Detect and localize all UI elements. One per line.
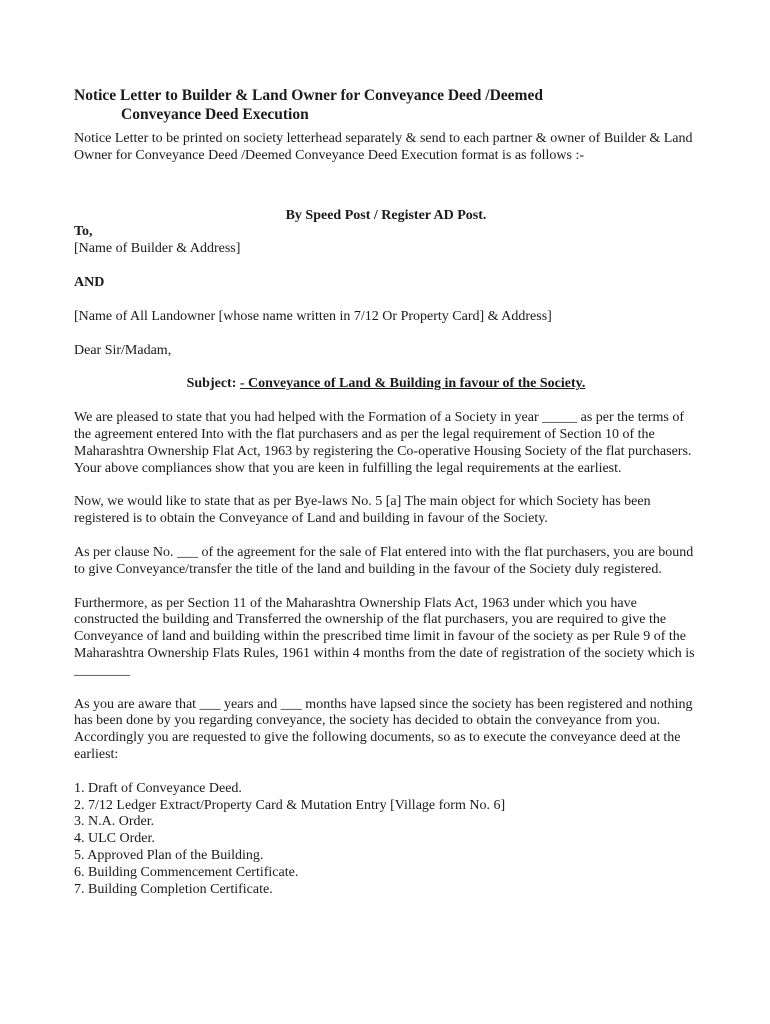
list-item: 6. Building Commencement Certificate. <box>74 864 299 880</box>
list-item: 4. ULC Order. <box>74 831 155 847</box>
paragraph-clause: As per clause No. ___ of the agreement for the sale of Flat entered into with the flat purchasers, you are bound to give Conveyance/transfer the title of the land and building in the favour of the Society duly registered. <box>74 544 694 577</box>
paragraph-formation: We are pleased to state that you had helped with the Formation of a Society in year _____ as per the terms of the agreement entered Into with the flat purchasers and as per the legal requirement of Section 10 of the Maharashtra Ownership Flat Act, 1963 by registering the Co-operative Housing Society of the flat purchasers. Your above compliances show that you are keen in fulfilling the legal requirements at the earliest. <box>74 410 692 476</box>
subject-line <box>74 376 698 393</box>
documents-list <box>74 781 698 899</box>
list-item: 2. 7/12 Ledger Extract/Property Card & Mutation Entry [Village form No. 6] <box>74 797 506 813</box>
subject-label: Subject: <box>186 376 237 392</box>
document-page <box>74 86 698 898</box>
list-item: 7. Building Completion Certificate. <box>74 881 273 897</box>
list-item: 5. Approved Plan of the Building. <box>74 847 264 863</box>
title-line-1: Notice Letter to Builder & Land Owner for Conveyance Deed /Deemed <box>74 87 543 104</box>
builder-address-placeholder: [Name of Builder & Address] <box>74 241 241 257</box>
paragraph-request: As you are aware that ___ years and ___ months have lapsed since the society has been registered and nothing has been done by you regarding conveyance, the society has decided to obtain the conveyance from you. Accordingly you are requested to give the following documents, so as to execute the conveyance deed at the earliest: <box>74 696 693 762</box>
intro-text: Notice Letter to be printed on society letterhead separately & send to each partner & owner of Builder & Land Owner for Conveyance Deed /Deemed Conveyance Deed Execution format is as follows :- <box>74 131 693 163</box>
landowner-address-placeholder: [Name of All Landowner [whose name written in 7/12 Or Property Card] & Address] <box>74 308 552 324</box>
document-title <box>74 86 698 124</box>
paragraph-section-11: Furthermore, as per Section 11 of the Maharashtra Ownership Flats Act, 1963 under which you have constructed the building and Transferred the ownership of the flat purchasers, you are required to give the Conveyance of land and building within the prescribed time limit in favour of the society as per Rule 9 of the Maharashtra Ownership Flats Rules, 1961 within 4 months from the date of registration of the society which is ________ <box>74 595 695 678</box>
salutation: Dear Sir/Madam, <box>74 342 172 358</box>
title-line-2: Conveyance Deed Execution <box>121 106 309 123</box>
to-label: To, <box>74 224 93 240</box>
paragraph-bye-laws: Now, we would like to state that as per Bye-laws No. 5 [a] The main object for which Society has been registered is to obtain the Conveyance of Land and building in favour of the Society. <box>74 494 651 527</box>
list-item: 1. Draft of Conveyance Deed. <box>74 780 242 796</box>
subject-text: - Conveyance of Land & Building in favour of the Society. <box>239 376 586 392</box>
list-item: 3. N.A. Order. <box>74 814 155 830</box>
dispatch-mode: By Speed Post / Register AD Post. <box>285 207 487 223</box>
and-label: AND <box>74 274 105 290</box>
